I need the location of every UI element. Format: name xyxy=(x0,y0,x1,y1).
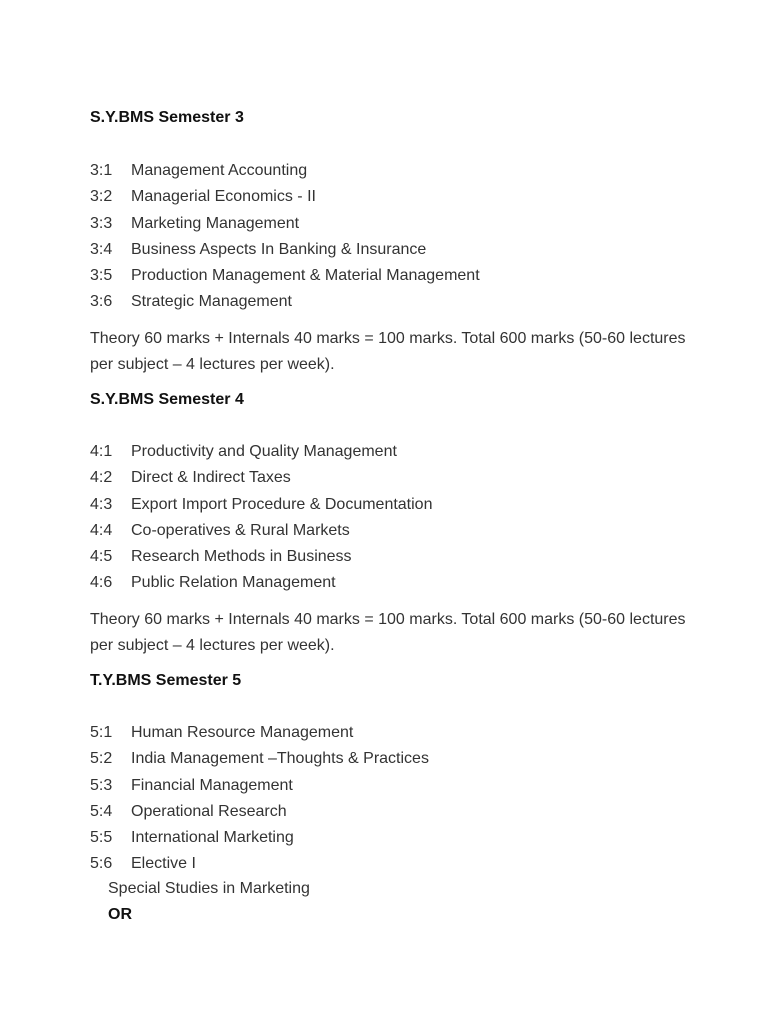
course-title: Management Accounting xyxy=(131,162,308,179)
course-code: 3:1 xyxy=(90,162,113,179)
course-title: Export Import Procedure & Documentation xyxy=(131,495,433,513)
semester-5-heading: T.Y.BMS Semester 5 xyxy=(90,672,242,689)
semester-4-marks-note: Theory 60 marks + Internals 40 marks = 100 marks. Total 600 marks (50-60 lectures per subject – 4 lectures per week). xyxy=(90,611,686,654)
course-title: Strategic Management xyxy=(131,293,292,311)
course-item xyxy=(90,570,432,596)
semester-3-heading: S.Y.BMS Semester 3 xyxy=(90,109,244,126)
course-code: 5:1 xyxy=(90,724,113,741)
semester-5-course-list xyxy=(90,720,429,878)
course-item xyxy=(90,211,480,237)
course-title: Operational Research xyxy=(131,802,287,820)
course-title: Managerial Economics - II xyxy=(131,188,316,206)
course-item xyxy=(90,746,429,772)
course-item xyxy=(90,263,480,289)
course-item xyxy=(90,518,432,544)
course-title: Business Aspects In Banking & Insurance xyxy=(131,240,427,258)
course-title: Public Relation Management xyxy=(131,574,336,592)
course-code: 4:4 xyxy=(90,521,113,539)
course-code: 4:5 xyxy=(90,548,113,566)
course-item xyxy=(90,237,480,263)
course-code: 5:3 xyxy=(90,776,113,794)
course-item xyxy=(90,720,429,746)
course-code: 3:6 xyxy=(90,293,113,311)
course-code: 4:2 xyxy=(90,469,113,487)
course-title: Marketing Management xyxy=(131,214,300,232)
semester-4-heading: S.Y.BMS Semester 4 xyxy=(90,391,244,408)
course-title: Co-operatives & Rural Markets xyxy=(131,521,350,539)
course-title: Productivity and Quality Management xyxy=(131,443,397,460)
course-code: 5:5 xyxy=(90,829,113,847)
course-code: 5:4 xyxy=(90,802,113,820)
semester-3-course-list xyxy=(90,158,480,316)
course-item xyxy=(90,825,429,851)
course-code: 4:1 xyxy=(90,443,113,460)
elective-option: Special Studies in Marketing xyxy=(108,880,310,897)
course-item xyxy=(90,492,432,518)
course-code: 3:2 xyxy=(90,188,113,206)
course-title: Human Resource Management xyxy=(131,724,354,741)
course-item xyxy=(90,184,480,210)
course-item xyxy=(90,799,429,825)
course-title: Financial Management xyxy=(131,776,293,794)
course-title: International Marketing xyxy=(131,829,294,847)
course-item xyxy=(90,439,432,465)
course-code: 4:3 xyxy=(90,495,113,513)
course-title: Elective I xyxy=(131,855,196,873)
course-code: 5:2 xyxy=(90,750,113,768)
course-code: 3:3 xyxy=(90,214,113,232)
course-title: Research Methods in Business xyxy=(131,548,352,566)
course-item xyxy=(90,158,480,184)
course-item xyxy=(90,773,429,799)
course-code: 5:6 xyxy=(90,855,113,873)
course-code: 4:6 xyxy=(90,574,113,592)
course-item xyxy=(90,289,480,315)
or-separator: OR xyxy=(108,906,132,923)
semester-4-course-list xyxy=(90,439,432,597)
course-title: India Management –Thoughts & Practices xyxy=(131,750,429,768)
semester-3-marks-note: Theory 60 marks + Internals 40 marks = 100 marks. Total 600 marks (50-60 lectures per subject – 4 lectures per week). xyxy=(90,330,686,373)
course-item xyxy=(90,544,432,570)
course-item xyxy=(90,851,429,877)
course-item xyxy=(90,465,432,491)
course-title: Production Management & Material Management xyxy=(131,267,480,285)
course-title: Direct & Indirect Taxes xyxy=(131,469,291,487)
course-code: 3:5 xyxy=(90,267,113,285)
course-code: 3:4 xyxy=(90,240,113,258)
